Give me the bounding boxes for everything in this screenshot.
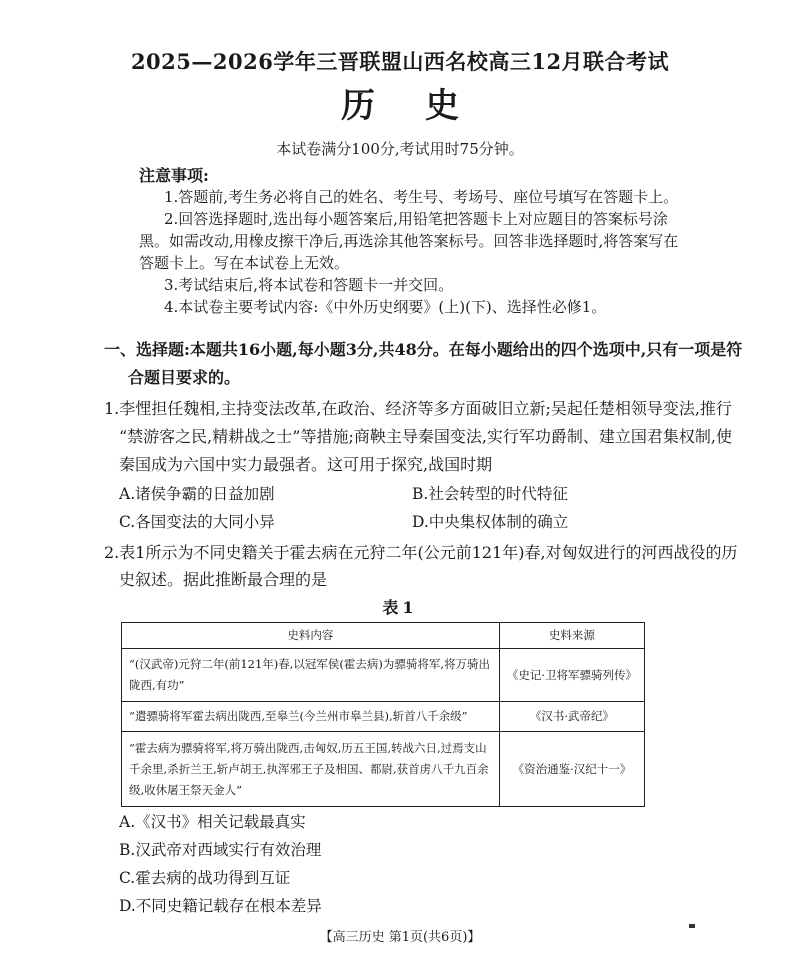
q2-option-b: B.汉武帝对西域实行有效治理 — [119, 841, 322, 859]
section-heading: 一、选择题:本题共16小题,每小题3分,共48分。在每小题给出的四个选项中,只有一项是符 — [104, 340, 743, 359]
q1-option-b: B.社会转型的时代特征 — [412, 485, 568, 503]
table-header-row — [122, 623, 645, 649]
table-cell-content: “(汉武帝)元狩二年(前121年)春,以冠军侯(霍去病)为骠骑将军,将万骑出陇西,有功” — [122, 649, 500, 702]
subject-title: 历史 — [341, 86, 509, 126]
q2-stem: 史叙述。据此推断最合理的是 — [119, 570, 328, 589]
notice-line: 3.考试结束后,将本试卷和答题卡一并交回。 — [164, 276, 454, 294]
table-cell-source: 《汉书·武帝纪》 — [499, 702, 644, 732]
table-header-source: 史料来源 — [499, 623, 644, 649]
notice-line: 2.回答选择题时,选出每小题答案后,用铅笔把答题卡上对应题目的答案标号涂 — [164, 210, 668, 228]
table-cell-content: “霍去病为骠骑将军,将万骑出陇西,击匈奴,历五王国,转战六日,过焉支山千余里,杀折兰王,斩卢胡王,执浑邪王子及相国、都尉,获首虏八千九百余级,收休屠王祭天金人” — [122, 732, 500, 807]
page-footer: 【高三历史 第1页(共6页)】 — [319, 930, 481, 945]
q2-option-c: C.霍去病的战功得到互证 — [119, 869, 291, 887]
table-header-content: 史料内容 — [122, 623, 500, 649]
scan-mark — [689, 924, 695, 928]
source-table — [121, 622, 645, 807]
exam-title: 2025—2026学年三晋联盟山西名校高三12月联合考试 — [130, 49, 670, 74]
table-cell-source: 《资治通鉴·汉纪十一》 — [499, 732, 644, 807]
notice-line: 答题卡上。写在本试卷上无效。 — [139, 254, 350, 272]
q2-option-d: D.不同史籍记载存在根本差异 — [119, 897, 322, 915]
exam-info: 本试卷满分100分,考试用时75分钟。 — [276, 140, 524, 158]
notice-line: 黑。如需改动,用橡皮擦干净后,再选涂其他答案标号。回答非选择题时,将答案写在 — [139, 232, 679, 250]
q1-stem: “禁游客之民,精耕战之士”等措施;商鞅主导秦国变法,实行军功爵制、建立国君集权制,使 — [119, 427, 733, 446]
notice-title: 注意事项: — [139, 166, 209, 185]
table-caption: 表1 — [382, 598, 418, 617]
q2-option-a: A.《汉书》相关记载最真实 — [119, 813, 306, 831]
notice-line: 4.本试卷主要考试内容:《中外历史纲要》(上)(下)、选择性必修1。 — [164, 298, 607, 316]
q1-stem: 秦国成为六国中实力最强者。这可用于探究,战国时期 — [119, 455, 493, 474]
q2-stem: 2.表1所示为不同史籍关于霍去病在元狩二年(公元前121年)春,对匈奴进行的河西战役的历 — [104, 543, 738, 562]
section-heading-cont: 合题目要求的。 — [128, 368, 241, 387]
q1-option-c: C.各国变法的大同小异 — [119, 513, 275, 531]
table-row — [122, 702, 645, 732]
notice-line: 1.答题前,考生务必将自己的姓名、考生号、考场号、座位号填写在答题卡上。 — [164, 188, 679, 206]
table-cell-content: “遣骠骑将军霍去病出陇西,至皋兰(今兰州市皋兰县),斩首八千余级” — [122, 702, 500, 732]
q1-option-d: D.中央集权体制的确立 — [412, 513, 569, 531]
table-row — [122, 649, 645, 702]
table-cell-source: 《史记·卫将军骠骑列传》 — [499, 649, 644, 702]
q1-stem: 1.李悝担任魏相,主持变法改革,在政治、经济等多方面破旧立新;吴起任楚相领导变法,推行 — [104, 399, 732, 418]
table-row — [122, 732, 645, 807]
q1-option-a: A.诸侯争霸的日益加剧 — [119, 485, 275, 503]
